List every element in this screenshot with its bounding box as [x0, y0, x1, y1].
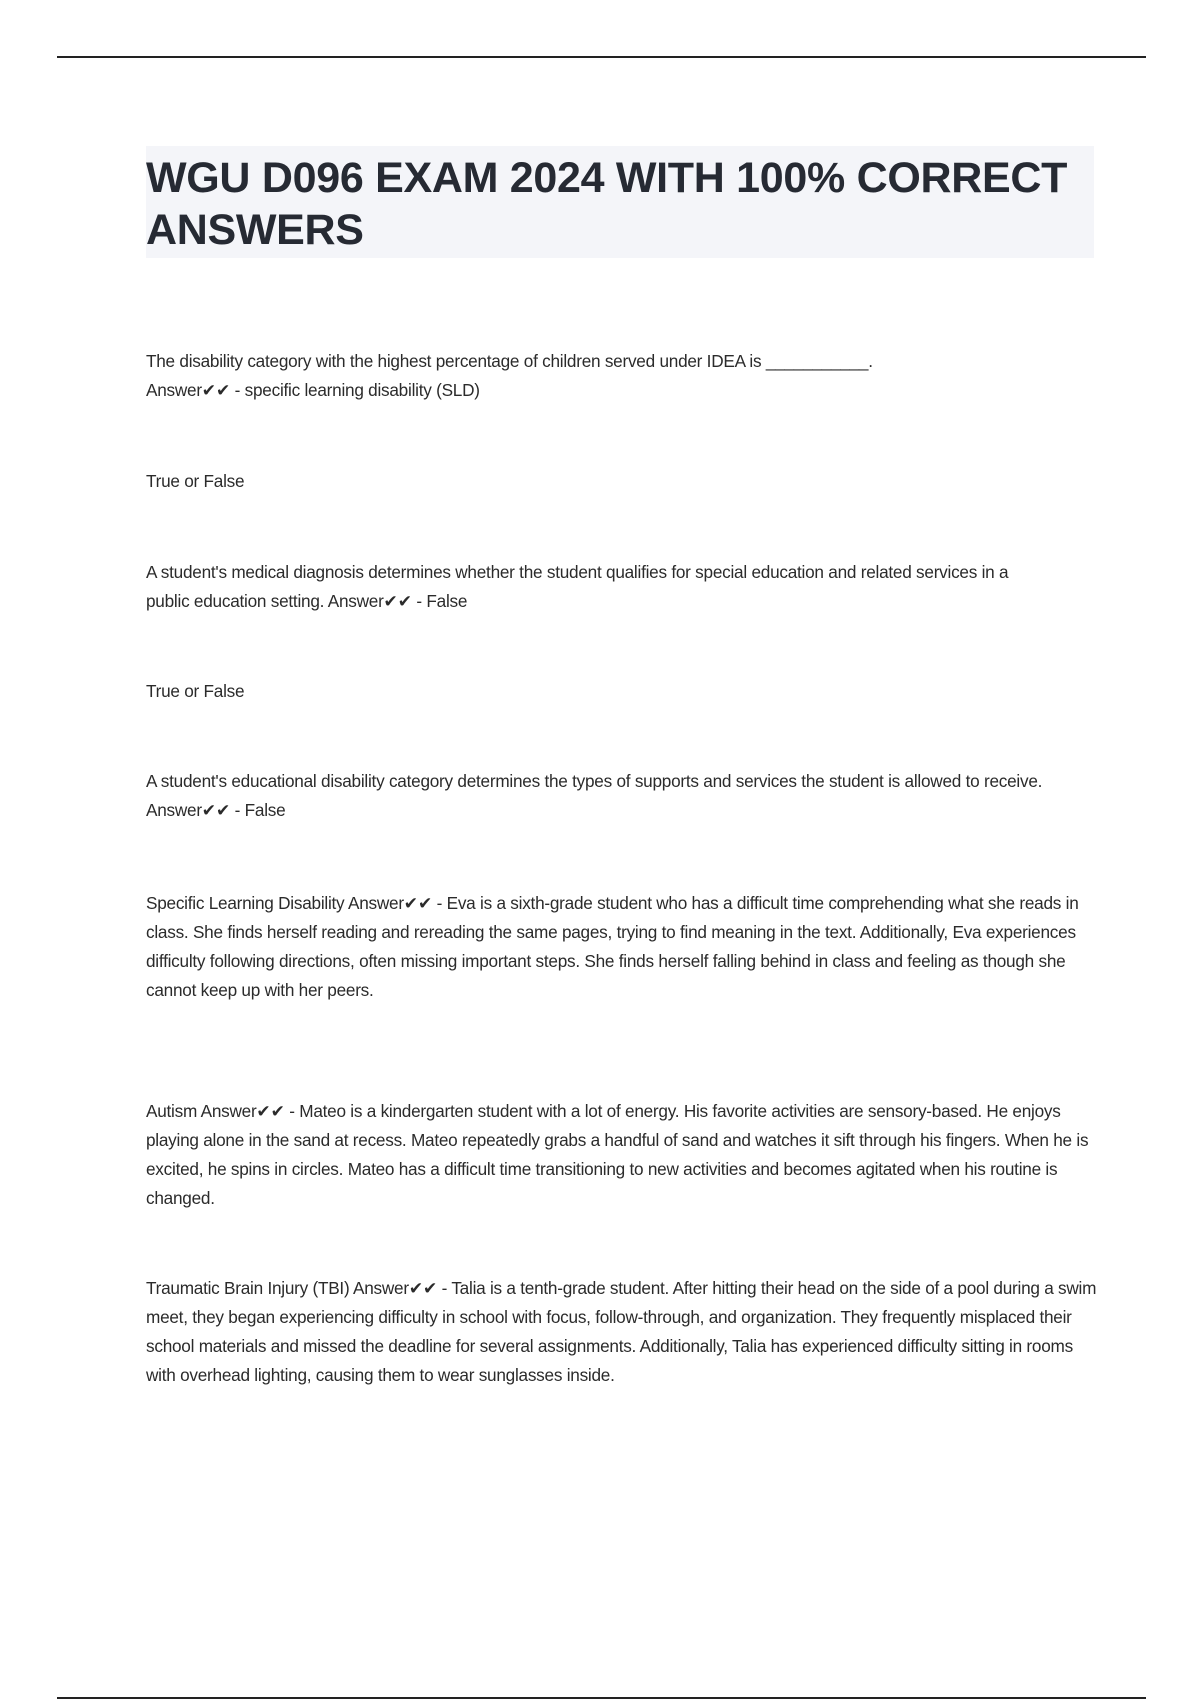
- question-text: A student's medical diagnosis determines whether the student qualifies for special education and related services in a public education setting.: [146, 562, 1009, 611]
- qa-item-2: [146, 558, 1026, 616]
- title-block: [146, 146, 1094, 258]
- answer-marker: Answer✔✔ -: [200, 1101, 300, 1121]
- question-text: A student's educational disability category determines the types of supports and services the student is allowed to receive.: [146, 771, 1043, 791]
- qa-item-3: [146, 767, 1086, 825]
- qa-item-autism: [146, 1097, 1091, 1213]
- answer-marker: Answer✔✔ -: [146, 380, 245, 400]
- answer-marker: Answer✔✔ -: [327, 591, 427, 611]
- qa-item-sld: [146, 889, 1091, 1005]
- answer-text: Mateo is a kindergarten student with a lot of energy. His favorite activities are sensory-based. He enjoys playing alone in the sand at recess. Mateo repeatedly grabs a handful of sand and watches it sift through his fingers. When he is excited, he spins in circles. Mateo has a difficult time transitioning to new activities and becomes agitated when his routine is changed.: [146, 1101, 1089, 1208]
- question-text: Traumatic Brain Injury (TBI): [146, 1278, 350, 1298]
- answer-text: False: [244, 800, 286, 820]
- qa-item-tbi: [146, 1274, 1101, 1390]
- answer-marker: Answer✔✔ -: [146, 800, 245, 820]
- footer-rule: [57, 1697, 1146, 1699]
- question-text: The disability category with the highest percentage of children served under IDEA is ___________.: [146, 351, 873, 371]
- question-text: Specific Learning Disability: [146, 893, 345, 913]
- qa-item-1: [146, 347, 1096, 405]
- answer-text: Eva is a sixth-grade student who has a difficult time comprehending what she reads in class. She finds herself reading and rereading the same pages, trying to find meaning in the text. Additionally, Eva experiences difficulty following directions, often missing important steps. She finds herself falling behind in class and feeling as though she cannot keep up with her peers.: [146, 893, 1079, 1000]
- answer-marker: Answer✔✔ -: [353, 1278, 452, 1298]
- page-title: WGU D096 EXAM 2024 WITH 100% CORRECT ANSWERS: [146, 154, 1068, 254]
- question-text: Autism: [146, 1101, 198, 1121]
- answer-text: specific learning disability (SLD): [244, 380, 480, 400]
- answer-text: False: [426, 591, 468, 611]
- answer-marker: Answer✔✔ -: [347, 893, 447, 913]
- answer-text: Talia is a tenth-grade student. After hitting their head on the side of a pool during a swim meet, they began experiencing difficulty in school with focus, follow-through, and organization. They frequently misplaced their school materials and missed the deadline for several assignments. Additionally, Talia has experienced difficulty sitting in rooms with overhead lighting, causing them to wear sunglasses inside.: [146, 1278, 1097, 1385]
- true-false-label-1: True or False: [146, 471, 245, 491]
- true-false-label-2: True or False: [146, 681, 245, 701]
- header-rule: [57, 56, 1146, 58]
